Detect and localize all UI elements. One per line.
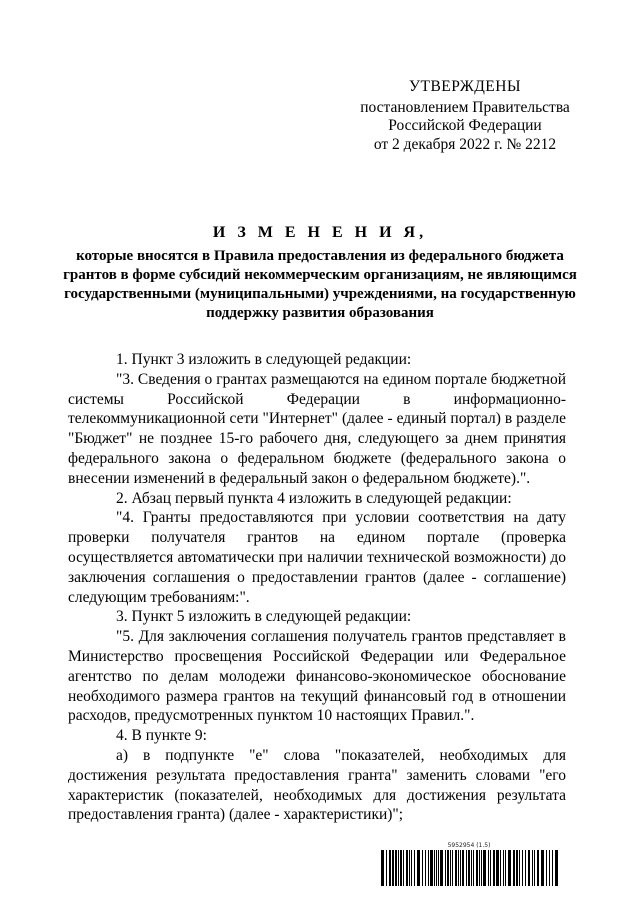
approval-line-2: Российской Федерации — [388, 117, 542, 134]
paragraph-quote-3: "3. Сведения о грантах размещаются на едином портале бюджетной системы Российской Федерации в информационно-телекоммуникационной сети "Интернет" (далее - единый портал) в разделе "Бюджет" не позднее 15-го рабочего дня, следующего за днем принятия федерального закона о федеральном бюджете (федерального закона о внесении изменений в федеральный закон о федеральном бюджете).". — [68, 370, 566, 487]
paragraph-item-1: 1. Пункт 3 изложить в следующей редакции: — [116, 351, 412, 368]
document-subtitle: которые вносятся в Правила предоставления из федерального бюджета грантов в форме субсидий некоммерческим организациям, не являющимся государственными (муниципальными) учреждениями, на государственную поддержку развития образования — [63, 248, 577, 321]
approval-line-1: постановлением Правительства — [360, 98, 570, 116]
barcode — [380, 842, 558, 887]
paragraph-quote-5: "5. Для заключения соглашения получатель грантов представляет в Министерство просвещения Российской Федерации или Федеральное агентство по делам молодежи финансово-экономическое обоснование необходимого размера грантов на текущий финансовый год в отношении расходов, предусмотренных пунктом 10 настоящих Правил.". — [68, 628, 566, 725]
document-title: И З М Е Н Е Н И Я, — [212, 224, 428, 241]
paragraph-item-2: 2. Абзац первый пункта 4 изложить в следующей редакции: — [116, 489, 512, 507]
document-body — [68, 350, 566, 825]
approval-line-3: от 2 декабря 2022 г. № 2212 — [373, 135, 557, 153]
paragraph-quote-4: "4. Гранты предоставляются при условии соответствия на дату проверки получателя грантов на едином портале (проверка осуществляется автоматически при наличии технической возможности) до заключения соглашения о предоставлении грантов (далее - соглашение) следующим требованиям:". — [68, 509, 566, 606]
paragraph-item-4: 4. В пункте 9: — [116, 727, 207, 745]
approval-heading: УТВЕРЖДЕНЫ — [409, 78, 521, 95]
approval-stamp — [350, 78, 580, 154]
barcode-icon — [380, 850, 558, 886]
paragraph-subitem-a: а) в подпункте "е" слова "показателей, необходимых для достижения результата предоставления гранта" заменить словами "его характеристик (показателей, необходимых для достижения результата предоставления гранта) (далее - характеристики)"; — [68, 746, 566, 824]
paragraph-item-3: 3. Пункт 5 изложить в следующей редакции: — [116, 608, 412, 626]
barcode-number: 5952954 (1.5) — [447, 842, 491, 849]
